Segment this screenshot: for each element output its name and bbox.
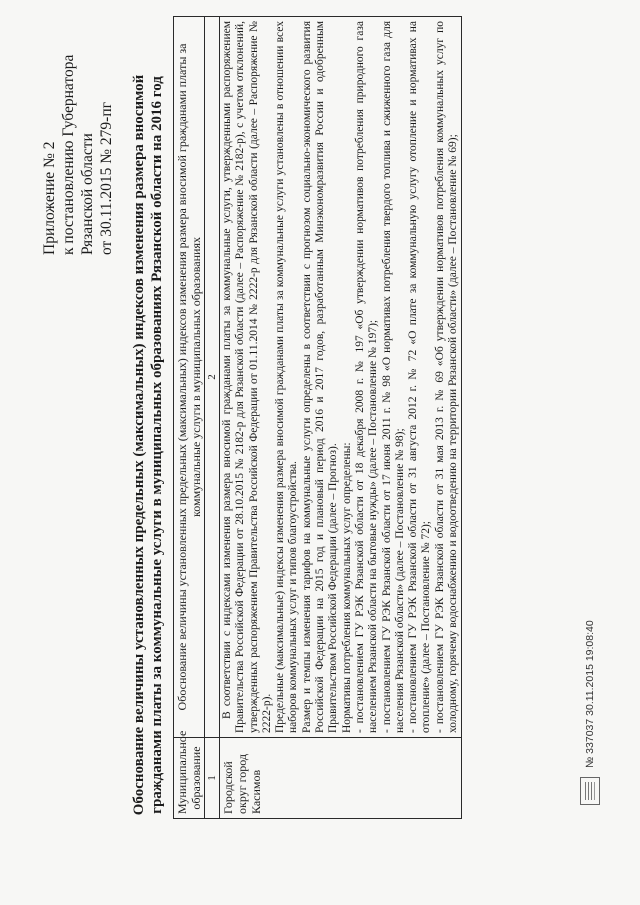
appendix-header bbox=[40, 25, 116, 255]
appendix-resolution: к постановлению Губернатора bbox=[60, 54, 77, 255]
appendix-date-number: от 30.11.2015 № 279-пг bbox=[98, 102, 115, 255]
header-municipality: Муниципальное образование bbox=[174, 738, 205, 819]
registration-stamp: № 337037 30.11.2015 19:08:40 bbox=[584, 620, 596, 768]
list-item: - постановлением ГУ РЭК Рязанской области от 31 мая 2013 г. № 69 «Об утверждении нормативов потребления коммунальных услуг по холодному, горячему водоснабжению и водоотведению на территории Рязанской области» (далее – Постановление № 69); bbox=[433, 21, 460, 733]
header-justification: Обоснование величины установленных предельных (максимальных) индексов изменения размера вносимой гражданами платы за коммунальные услуги в муниципальных образованиях bbox=[174, 17, 205, 738]
portal-stamp-logo bbox=[580, 777, 600, 805]
justification-text bbox=[220, 17, 462, 738]
paragraph-limits: Предельные (максимальные) индексы изменения размера вносимой гражданами платы за коммунальные услуги установлены в отношении всех наборов коммунальных услуг и типов благоустройства. bbox=[274, 21, 300, 733]
appendix-region: Рязанской области bbox=[79, 133, 96, 255]
paragraph-tariffs: Размер и темпы изменения тарифов на коммунальные услуги определены в соответствии с прогнозом социально-экономического развития Российской Федерации на 2015 год и плановый период 2016 и 2017 годов, разработанным Минэкономразвития России и одобренным Правительством Российской Федерации (далее – Прогноз). bbox=[300, 21, 340, 733]
title-line-1: Обоснование величины установленных предельных (максимальных) индексов изменения размера вносимой bbox=[131, 74, 147, 816]
column-number-1: 1 bbox=[205, 738, 220, 819]
registration-footer bbox=[580, 620, 600, 805]
paragraph-indices: В соответствии с индексами изменения размера вносимой гражданами платы за коммунальные услуги, утвержденными распоряжением Правительства Российской Федерации от 28.10.2015 № 2182-р для Рязанской области (далее – Распоряжение № 2182-р), с учетом отклонений, утвержденных распоряжением Правительства Российской Федерации от 01.11.2014 № 2222-р для Рязанской области (далее – Распоряжение № 2222-р). bbox=[221, 21, 273, 733]
justification-table bbox=[173, 16, 462, 819]
table-row bbox=[220, 17, 462, 819]
municipality-name: Городской округ город Касимов bbox=[220, 738, 462, 819]
title-line-2: гражданами платы за коммунальные услуги в муниципальных образованиях Рязанской области на 2016 год bbox=[149, 76, 165, 814]
list-item: - постановлением ГУ РЭК Рязанской области от 17 июня 2011 г. № 98 «О нормативах потребления твердого топлива и сжиженного газа для населения Рязанской области» (далее – Постановление № 98); bbox=[380, 21, 406, 733]
table-header-row bbox=[174, 17, 205, 819]
appendix-number: Приложение № 2 bbox=[41, 141, 58, 255]
list-item: - постановлением ГУ РЭК Рязанской области от 31 августа 2012 г. № 72 «О плате за коммунальную услугу отопление и нормативах на отопление» (далее – Постановление № 72); bbox=[407, 21, 433, 733]
document-title bbox=[130, 45, 166, 845]
paragraph-norms-intro: Нормативы потребления коммунальных услуг определены: bbox=[340, 442, 353, 733]
list-item: - постановлением ГУ РЭК Рязанской области от 18 декабря 2008 г. № 197 «Об утверждении нормативов потребления природного газа населением Рязанской области на бытовые нужды» (далее – Постановление № 197); bbox=[353, 21, 380, 733]
column-number-2: 2 bbox=[205, 17, 220, 738]
table-number-row bbox=[205, 17, 220, 819]
